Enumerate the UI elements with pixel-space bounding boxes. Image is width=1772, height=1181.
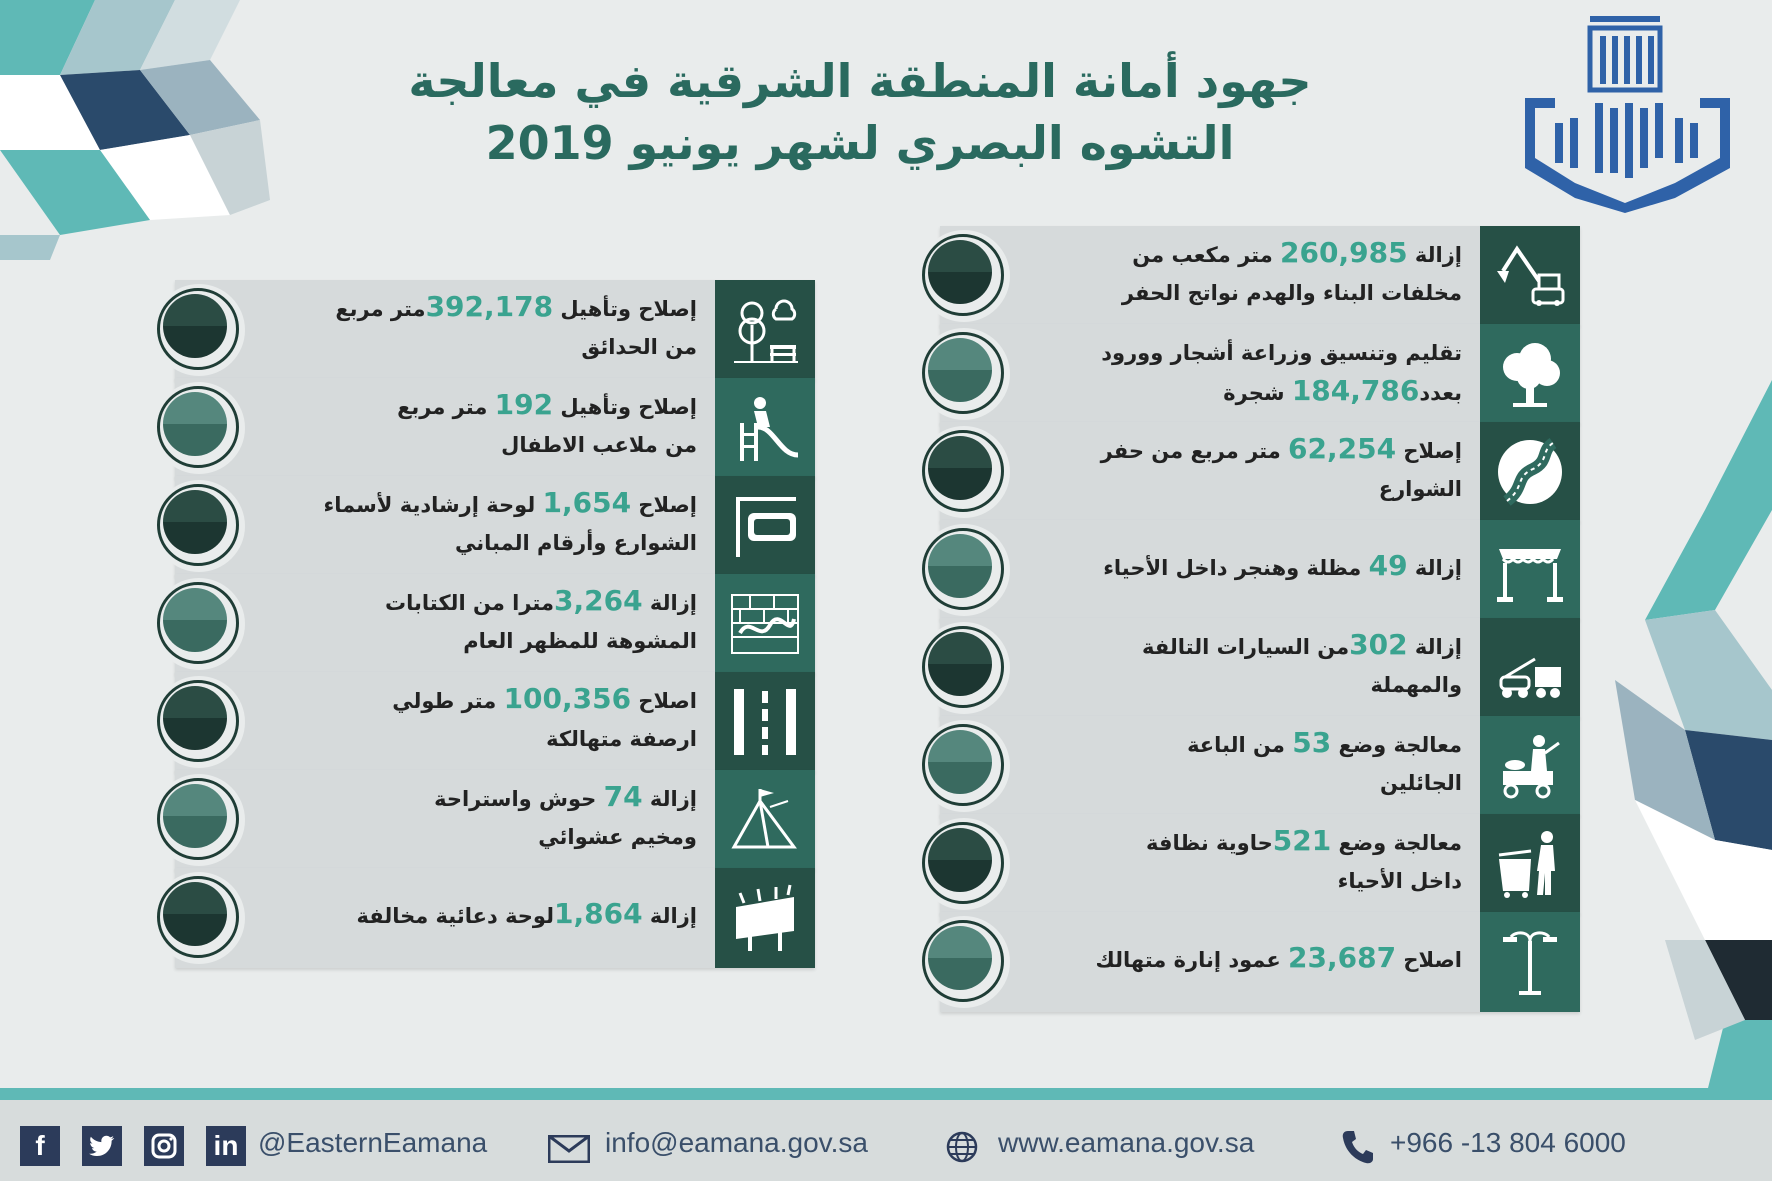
card-label-prefix: إزالة [1407,635,1462,659]
card-label-prefix: إصلاح وتأهيل [553,395,697,419]
stat-number: 392,178 [425,290,554,323]
card-text [1015,626,1462,710]
card-icon-box [1480,814,1580,914]
card-line-1 [1015,547,1462,587]
card-label-suffix: لوحة إرشادية لأسماء [323,493,543,517]
card-icon-box [715,672,815,772]
card-line-2-suffix: شجرة [1223,381,1292,405]
card-label-prefix: إصلاح [1396,439,1462,463]
street-lamp-icon [1495,927,1565,997]
stat-number: 1,654 [542,486,632,519]
street-vendor-icon [1495,731,1565,801]
envelope-icon [548,1135,590,1163]
card-text [1015,822,1462,906]
linkedin-icon[interactable]: in [206,1126,246,1166]
card-bullet-circle [153,872,245,964]
card-label-suffix: لوحة دعائية مخالفة [356,904,554,928]
card-label-suffix: من الباعة [1187,733,1293,757]
card-icon-box [1480,324,1580,424]
card-line-1 [1015,822,1462,862]
card-icon-box [715,574,815,674]
card-line-2: من ملاعب الاطفال [501,433,697,457]
card-text [1015,332,1462,416]
card-label-prefix: إصلاح [631,493,697,517]
card-line-2: ومخيم عشوائي [538,825,697,849]
card-label-suffix: عمود إنارة متهالك [1095,948,1289,972]
card-line-2: ارصفة متهالكة [546,727,697,751]
card-label-suffix: متر مربع [335,297,426,321]
stat-number: 192 [494,388,554,421]
card-line-1 [1015,724,1462,764]
statistic-card [920,520,1580,620]
stat-number: 49 [1368,549,1408,582]
card-line-1 [1015,234,1462,274]
footer-accent-stripe [0,1088,1772,1100]
card-icon-box [1480,422,1580,522]
card-label-prefix: اصلاح [1396,948,1462,972]
card-icon-box [1480,912,1580,1012]
title-line-2: التشوه البصري لشهر يونيو 2019 [485,116,1235,170]
statistic-card [155,378,815,478]
statistic-card [155,280,815,380]
card-bullet-circle [918,230,1010,322]
website-link[interactable]: www.eamana.gov.sa [998,1127,1255,1158]
card-bullet-circle [918,328,1010,420]
card-bullet-circle [153,382,245,474]
card-icon-box [715,868,815,968]
card-bullet-circle [918,916,1010,1008]
page-title [370,50,1350,174]
card-text [250,484,697,568]
card-label-suffix: متر طولي [392,689,504,713]
card-line-1 [1015,332,1462,372]
card-bullet-circle [153,480,245,572]
card-bullet-circle [918,720,1010,812]
card-label-prefix: تقليم وتنسيق وزراعة أشجار وورود [1101,341,1462,365]
card-bullet-circle [153,676,245,768]
stat-number: 184,786 [1291,374,1420,407]
card-bullet-circle [918,524,1010,616]
playground-slide-icon [730,393,800,463]
card-text [250,386,697,470]
phone-number[interactable]: +966 -13 804 6000 [1390,1127,1626,1158]
card-text [1015,234,1462,318]
tent-icon [730,785,800,855]
stat-number: 302 [1349,628,1408,661]
twitter-handle[interactable]: @EasternEamana [258,1127,488,1158]
stat-number: 3,264 [554,584,643,617]
card-text [250,680,697,764]
card-bullet-circle [153,284,245,376]
tow-truck-icon [1495,633,1565,703]
card-text [250,895,697,979]
stat-number: 74 [603,780,643,813]
card-line-1 [250,386,697,426]
card-line-2: المشوهة للمظهر العام [463,629,697,653]
card-line-2: داخل الأحياء [1337,869,1462,893]
stat-number: 23,687 [1288,941,1397,974]
eastern-province-amanah-logo [1515,8,1740,220]
card-line-1 [250,288,697,328]
card-label-prefix: إصلاح وتأهيل [553,297,697,321]
card-text [250,582,697,666]
card-icon-box [1480,226,1580,326]
card-bullet-circle [153,578,245,670]
card-line-1 [250,582,697,622]
card-line-1 [1015,939,1462,979]
statistic-card [155,770,815,870]
statistic-card [155,476,815,576]
card-line-1 [1015,626,1462,666]
card-label-prefix: معالجة وضع [1331,733,1462,757]
card-text [250,778,697,862]
statistic-card [920,716,1580,816]
card-label-suffix: متر مكعب من [1132,243,1281,267]
street-sign-icon [730,491,800,561]
card-label-suffix: مظلة وهنجر داخل الأحياء [1103,556,1369,580]
card-text [1015,939,1462,1023]
card-text [1015,430,1462,514]
card-line-2 [1015,372,1462,412]
statistic-card [920,422,1580,522]
statistic-card [155,672,815,772]
card-label-prefix: إزالة [642,904,697,928]
card-label-suffix: حاوية نظافة [1146,831,1273,855]
card-bullet-circle [153,774,245,866]
card-bullet-circle [918,622,1010,714]
card-label-prefix: معالجة وضع [1331,831,1462,855]
card-line-1 [250,484,697,524]
card-line-1 [250,680,697,720]
decorative-geometry-right [1585,380,1772,1100]
card-label-suffix: من السيارات التالفة [1142,635,1350,659]
card-line-2: مخلفات البناء والهدم نواتج الحفر [1121,281,1462,305]
card-icon-box [715,378,815,478]
card-line-1 [1015,430,1462,470]
card-icon-box [1480,520,1580,620]
card-icon-box [715,770,815,870]
card-line-2: والمهملة [1370,673,1462,697]
card-line-2: من الحدائق [581,335,697,359]
card-text [1015,724,1462,808]
card-icon-box [1480,618,1580,718]
billboard-icon [730,883,800,953]
statistic-card [920,912,1580,1012]
card-icon-box [1480,716,1580,816]
card-line-2-prefix: بعدد [1419,381,1462,405]
card-label-suffix: متر مربع [397,395,495,419]
twitter-icon[interactable] [82,1126,122,1166]
card-label-suffix: متر مربع من حفر [1100,439,1289,463]
card-icon-box [715,476,815,576]
canopy-icon [1495,535,1565,605]
graffiti-wall-icon [730,589,800,659]
card-label-prefix: اصلاح [631,689,697,713]
road-icon [1495,437,1565,507]
card-line-2: الشوارع [1378,477,1462,501]
card-label-prefix: إزالة [642,787,697,811]
card-label-prefix: إزالة [1407,556,1462,580]
card-bullet-circle [918,818,1010,910]
globe-icon [945,1130,979,1164]
phone-icon [1340,1128,1374,1166]
excavator-icon [1495,241,1565,311]
card-line-1 [250,778,697,818]
sidewalk-icon [730,687,800,757]
statistic-card [920,226,1580,326]
statistic-card [920,814,1580,914]
card-label-suffix: مترا من الكتابات [385,591,554,615]
card-icon-box [715,280,815,380]
facebook-icon[interactable]: f [20,1126,60,1166]
card-label-prefix: إزالة [642,591,697,615]
statistic-card [155,574,815,674]
contact-email[interactable]: info@eamana.gov.sa [605,1127,868,1158]
stat-number: 1,864 [554,897,643,930]
card-line-2: الجائلين [1379,771,1462,795]
trash-container-icon [1495,829,1565,899]
card-line-1 [250,895,697,935]
card-text [250,288,697,372]
stat-number: 100,356 [503,682,632,715]
park-icon [730,295,800,365]
title-line-1: جهود أمانة المنطقة الشرقية في معالجة [408,54,1312,108]
contact-footer [0,1100,1772,1181]
stat-number: 260,985 [1280,236,1408,269]
tree-icon [1495,339,1565,409]
stat-number: 53 [1292,726,1332,759]
statistic-card [920,618,1580,718]
stat-number: 521 [1272,824,1332,857]
statistic-card [155,868,815,968]
instagram-icon[interactable] [144,1126,184,1166]
card-label-suffix: حوش واستراحة [434,787,604,811]
card-bullet-circle [918,426,1010,518]
card-label-prefix: إزالة [1407,243,1462,267]
stat-number: 62,254 [1288,432,1397,465]
decorative-geometry-top-left [0,0,280,260]
card-line-2: الشوارع وأرقام المباني [455,531,697,555]
statistic-card [920,324,1580,424]
